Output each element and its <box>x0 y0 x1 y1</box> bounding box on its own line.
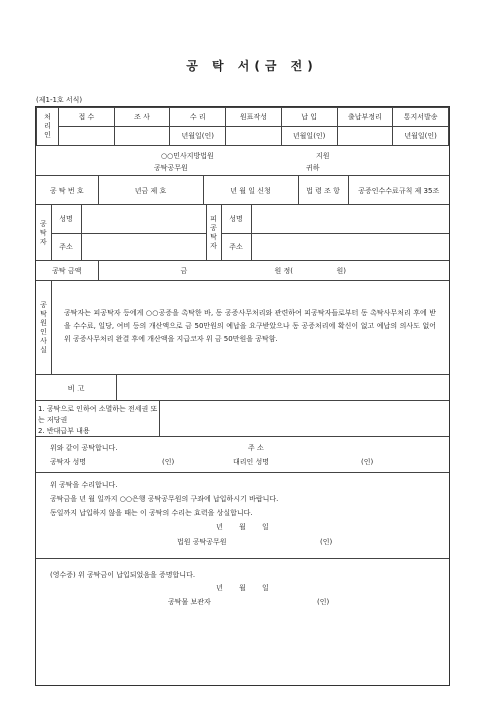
addressee-section <box>36 146 449 176</box>
receipt-date: 년 월 일 <box>216 584 269 592</box>
stamp-cell[interactable] <box>59 127 115 146</box>
lien-item-1: 1. 공탁으로 인하여 소멸하는 전세권 또는 저당권 <box>38 405 158 424</box>
deposit-number-section <box>36 176 449 205</box>
amount-label: 공탁 금액 <box>36 261 98 281</box>
agent-name-label: 대리인 성명 <box>233 458 270 466</box>
amount-suffix: 원) <box>336 267 346 275</box>
header-receipt: 접 수 <box>59 108 115 127</box>
amount-middle: 원 정( <box>274 267 293 275</box>
depositor-name-label: 성명 <box>51 205 81 233</box>
law-article-label: 법 령 조 항 <box>298 176 348 205</box>
lien-item-2: 2. 반대급부 내용 <box>38 427 90 435</box>
depositee-addr-field[interactable] <box>251 233 449 261</box>
stamp-cell[interactable] <box>114 127 170 146</box>
header-notice: 통지서발송 <box>393 108 449 127</box>
receipt-line: (영수증) 위 공탁금이 납입되었음을 증명합니다. <box>50 571 196 579</box>
honorific: 귀하 <box>306 164 320 172</box>
acceptance-line-2: 공탁금을 년 월 일까지 ○○은행 공탁공무원의 구좌에 납입하시기 바랍니다. <box>50 495 279 503</box>
cause-section <box>36 281 449 375</box>
branch-label: 지원 <box>316 152 330 160</box>
stamp-cell[interactable] <box>337 127 393 146</box>
court-name: ○○민사지방법원 <box>161 152 214 160</box>
acceptance-section <box>36 473 449 559</box>
cause-text: 공탁자는 피공탁자 등에게 ○○공증을 촉탁한 바, 동 공증사무처리와 관련하여 피공탁자들로부터 동 촉탁사무처리 후에 받을 수수료, 일당, 여비 등의 개산액으로 금 50만원의 예납을 요구받았으나 동 공증처리에 확신이 없고 예납의 의사도 없어 위 공증사무처리 완결 후에 개산액을 지급코자 위 금 50만원을 공탁함. <box>64 309 436 343</box>
cause-label: 공탁원인사실 <box>36 281 52 375</box>
declaration-seal-1: (인) <box>162 458 175 466</box>
apply-date[interactable]: 년 월 일 신청 <box>203 176 298 205</box>
acceptance-line-3: 동일까지 납입하지 않을 때는 이 공탁의 수리는 효력을 상실합니다. <box>50 509 253 517</box>
declaration-addr-label: 주 소 <box>248 444 264 452</box>
deposit-no-label: 공 탁 번 호 <box>36 176 98 205</box>
declaration-section <box>36 437 449 473</box>
header-acceptance: 수 리 <box>170 108 226 127</box>
depositor-label: 공탁자 <box>36 205 51 261</box>
document-title: 공 탁 서(금 전) <box>186 59 318 73</box>
date-cell[interactable]: 년월일(인) <box>281 127 337 146</box>
form-number: (제1-1호 서식) <box>36 96 83 104</box>
acceptance-date: 년 월 일 <box>216 523 269 531</box>
acceptance-officer: 법원 공탁공무원 <box>177 538 227 546</box>
amount-prefix: 금 <box>180 267 188 275</box>
header-payment: 납 입 <box>281 108 337 127</box>
date-cell[interactable]: 년월일(인) <box>393 127 449 146</box>
remarks-section <box>36 375 449 401</box>
depositee-name-label: 성명 <box>221 205 251 233</box>
receipt-section <box>36 559 449 687</box>
amount-section <box>36 261 449 281</box>
officer-label: 공탁공무원 <box>154 164 188 172</box>
depositee-name-field[interactable] <box>251 205 449 233</box>
handling-label: 처리인 <box>37 108 59 146</box>
depositee-label: 피공탁자 <box>206 205 221 261</box>
receipt-keeper: 공탁물 보관자 <box>168 598 211 606</box>
deposit-year-no[interactable]: 년금 제 호 <box>98 176 203 205</box>
depositor-name-field[interactable] <box>81 205 206 233</box>
law-article-value: 공증인수수료규칙 제 35조 <box>348 176 449 205</box>
stamp-cell[interactable] <box>226 127 282 146</box>
receipt-seal: (인) <box>317 598 330 606</box>
date-cell[interactable]: 년월일(인) <box>170 127 226 146</box>
acceptance-seal: (인) <box>320 538 333 546</box>
depositor-addr-label: 주소 <box>51 233 81 261</box>
parties-section <box>36 205 449 261</box>
deposit-form <box>35 106 450 686</box>
lien-section <box>36 401 449 437</box>
acceptance-line-1: 위 공탁을 수리합니다. <box>50 481 118 489</box>
remarks-label: 비 고 <box>36 375 117 401</box>
depositor-addr-field[interactable] <box>81 233 206 261</box>
handling-section <box>36 107 449 146</box>
header-ledger: 원표작성 <box>226 108 282 127</box>
declaration-name-label: 공탁자 성명 <box>50 458 87 466</box>
header-account: 출납부정리 <box>337 108 393 127</box>
depositee-addr-label: 주소 <box>221 233 251 261</box>
header-investigation: 조 사 <box>114 108 170 127</box>
amount-field[interactable] <box>98 261 449 281</box>
declaration-line: 위와 같이 공탁합니다. <box>50 444 118 452</box>
declaration-seal-2: (인) <box>361 458 374 466</box>
